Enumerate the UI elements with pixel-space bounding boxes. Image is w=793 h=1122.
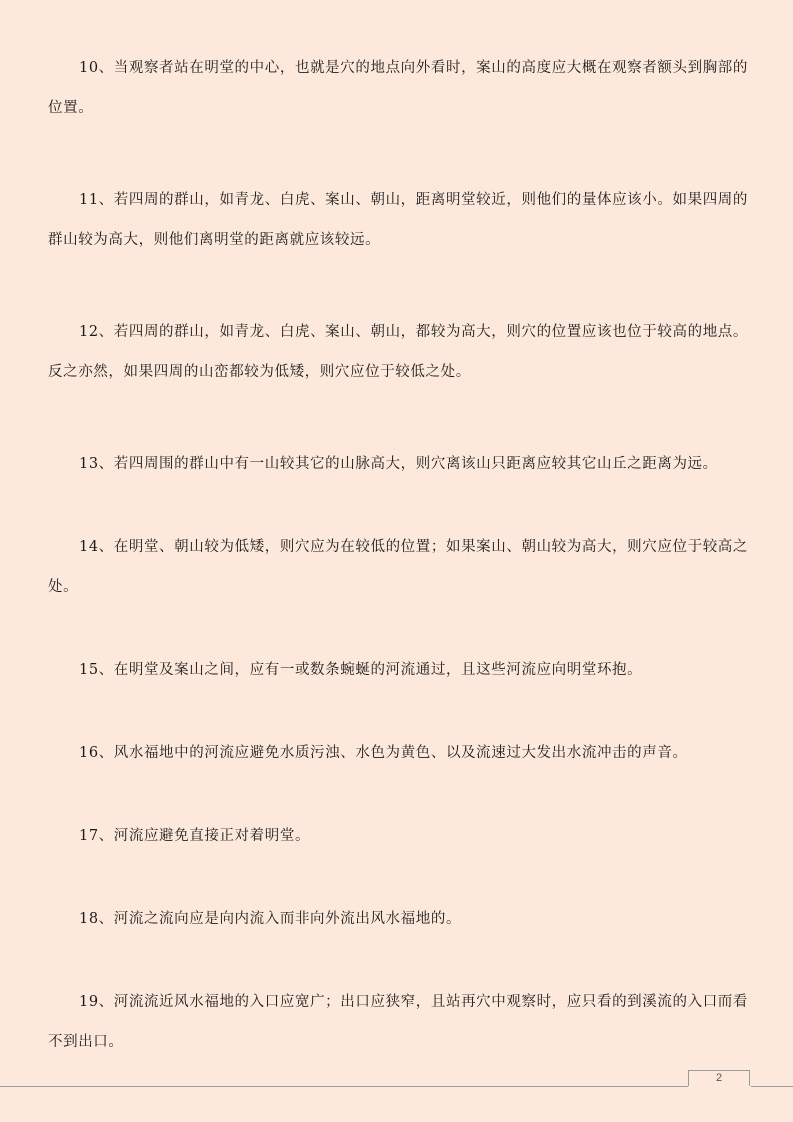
paragraph-19: 19、河流流近风水福地的入口应宽广；出口应狭窄，且站再穴中观察时，应只看的到溪流的入口而看不到出口。 bbox=[48, 994, 748, 1050]
paragraph-14: 14、在明堂、朝山较为低矮，则穴应为在较低的位置；如果案山、朝山较为高大，则穴应位于较高之处。 bbox=[48, 539, 748, 595]
paragraph-15: 15、在明堂及案山之间，应有一或数条蜿蜒的河流通过，且这些河流应向明堂环抱。 bbox=[79, 662, 643, 678]
paragraph-18: 18、河流之流向应是向内流入而非向外流出风水福地的。 bbox=[79, 911, 462, 927]
paragraph-12: 12、若四周的群山，如青龙、白虎、案山、朝山，都较为高大，则穴的位置应该也位于较高的地点。反之亦然，如果四周的山峦都较为低矮，则穴应位于较低之处。 bbox=[48, 324, 748, 380]
page-number: 2 bbox=[688, 1070, 750, 1086]
paragraph-17: 17、河流应避免直接正对着明堂。 bbox=[79, 828, 311, 844]
footer-rule bbox=[0, 1086, 688, 1087]
paragraph-10: 10、当观察者站在明堂的中心，也就是穴的地点向外看时，案山的高度应大概在观察者额头到胸部的位置。 bbox=[48, 60, 748, 116]
paragraph-11: 11、若四周的群山，如青龙、白虎、案山、朝山，距离明堂较近，则他们的量体应该小。如果四周的群山较为高大，则他们离明堂的距离就应该较远。 bbox=[48, 192, 748, 248]
document-body bbox=[48, 48, 748, 1062]
paragraph-13: 13、若四周围的群山中有一山较其它的山脉高大，则穴离该山只距离应较其它山丘之距离为远。 bbox=[79, 456, 718, 472]
paragraph-16: 16、风水福地中的河流应避免水质污浊、水色为黄色、以及流速过大发出水流冲击的声音。 bbox=[79, 745, 688, 761]
footer-rule-right bbox=[751, 1086, 793, 1087]
